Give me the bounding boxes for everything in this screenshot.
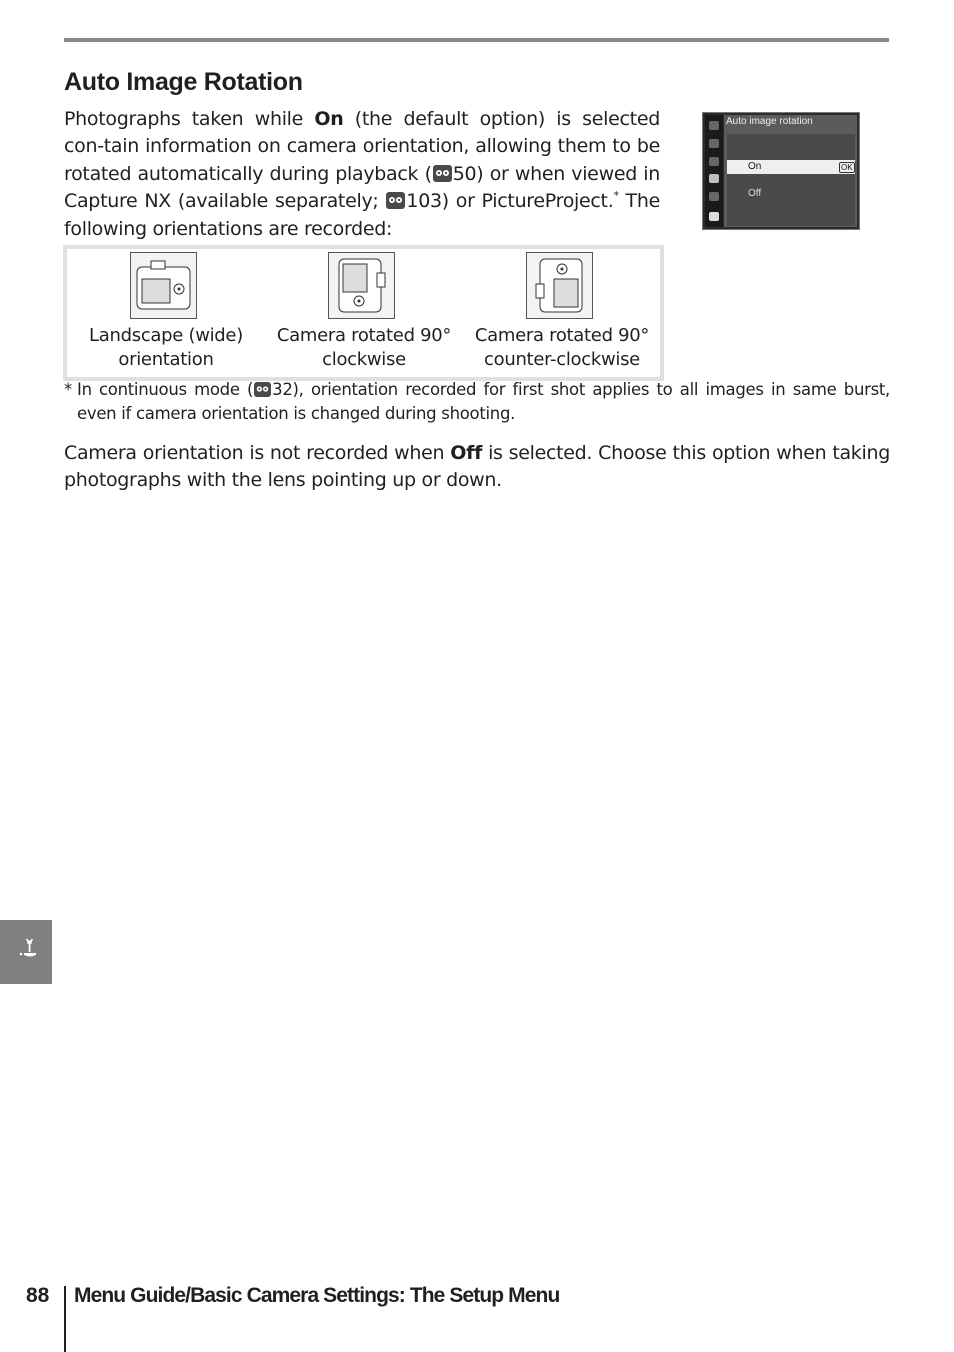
menu-title: Auto image rotation [726,116,813,127]
page-ref-32: 32 [272,380,293,399]
off-option-bold: Off [450,442,483,464]
setup-menu-icon [709,174,719,183]
on-option-bold: On [314,108,344,130]
shooting-menu-icon [709,139,719,148]
page-ref-103: 103 [406,190,442,213]
menu-tab-strip [705,115,723,227]
orientation-caption: Camera rotated 90° counter-clockwise [474,325,650,370]
menu-options [727,134,855,226]
orientation-examples [63,245,664,381]
page-number: 88 [26,1284,50,1307]
menu-panel [724,115,857,227]
footnote-star: * [64,380,72,399]
setup-menu-wrench-icon [0,920,52,984]
intro-paragraph: Photographs taken while On (the default option) is selected con-tain information on camera orientation, allowing them to be rotated automatically during playback ( 50) or when viewed in Capture NX (available separately; 103) or PictureProject.* The following orientations are recorded: [64,108,660,240]
footnote-text: In continuous mode ( 32), orientation recorded for first shot applies to all images in same burst, even if camera orientation is changed during shooting. [77,380,891,423]
page-reference-icon [433,165,452,182]
footer-title: Menu Guide/Basic Camera Settings: The Setup Menu [74,1284,560,1307]
menu-option-on: On [748,161,762,172]
footnote [64,378,890,426]
page-reference-icon [254,382,271,397]
camera-menu-screenshot [702,112,860,230]
page-reference-icon [386,192,405,209]
camera-counter-clockwise-illustration [526,252,593,319]
menu-option-off: Off [748,188,762,199]
playback-menu-icon [709,121,719,130]
section-title: Auto Image Rotation [64,68,303,96]
menu-selection-highlight [727,160,855,174]
custom-settings-icon [709,157,719,166]
retouch-menu-icon [709,192,719,201]
orientation-caption: Landscape (wide) orientation [89,325,243,370]
camera-clockwise-illustration [328,252,395,319]
setup-menu-side-tab [0,920,52,984]
ok-badge: OK [841,163,853,172]
footnote-marker: * [613,189,619,203]
off-paragraph: Camera orientation is not recorded when Off is selected. Choose this option when taking photographs with the lens pointing up or down. [64,442,890,492]
orientation-caption: Camera rotated 90° clockwise [276,325,452,370]
header-rule [64,38,889,42]
help-icon [709,212,719,221]
page-ref-50: 50 [452,162,477,185]
footer-rule [64,1286,66,1352]
camera-landscape-illustration [130,252,197,319]
